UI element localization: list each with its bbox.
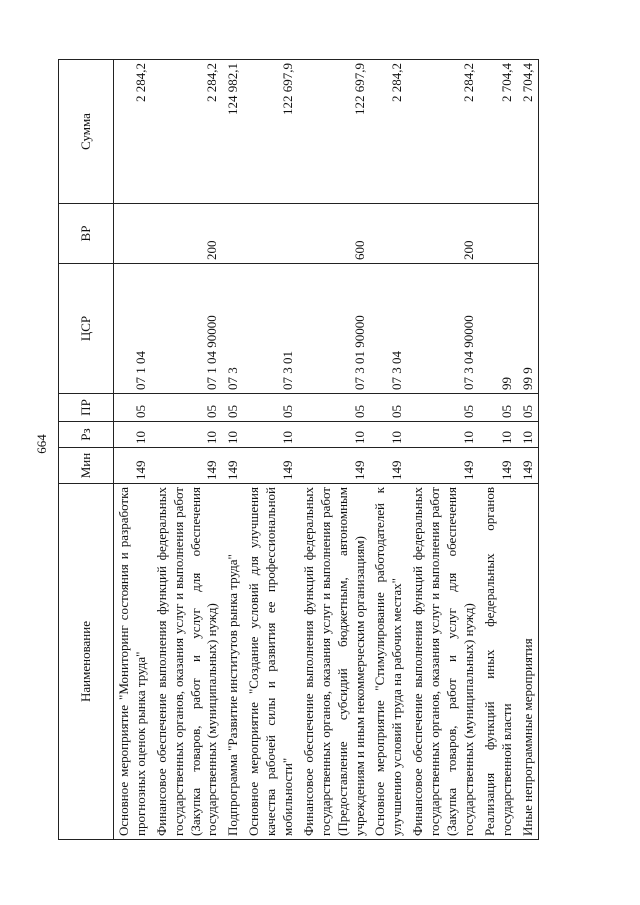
header-min: Мин bbox=[59, 448, 114, 484]
header-pr: ПР bbox=[59, 394, 114, 422]
row-name: Основное мероприятие "Создание условий для улучшения качества рабочей силы и развития ее профессиональной мобильности" bbox=[244, 484, 299, 840]
row-rz: 10 bbox=[408, 422, 480, 448]
row-vr bbox=[223, 204, 244, 264]
row-pr: 05 bbox=[408, 394, 480, 422]
rotated-table-container bbox=[58, 60, 612, 840]
row-csr: 07 3 04 90000 bbox=[408, 264, 480, 394]
row-pr: 05 bbox=[480, 394, 518, 422]
row-rz: 10 bbox=[299, 422, 371, 448]
row-name: Реализация функций иных федеральных органов государственной власти bbox=[480, 484, 518, 840]
row-csr: 07 1 04 bbox=[114, 264, 152, 394]
row-min: 149 bbox=[299, 448, 371, 484]
row-name: Финансовое обеспечение выполнения функций федеральных государственных органов, оказания услуг и выполнения работ (Закупка товаров, работ и услуг для обеспечения государственных (муниципальных) нужд) bbox=[408, 484, 480, 840]
table-row bbox=[370, 60, 408, 840]
row-pr: 05 bbox=[299, 394, 371, 422]
row-pr: 05 bbox=[518, 394, 539, 422]
row-min: 149 bbox=[480, 448, 518, 484]
table-row bbox=[114, 60, 152, 840]
table-row bbox=[223, 60, 244, 840]
row-rz: 10 bbox=[114, 422, 152, 448]
row-pr: 05 bbox=[244, 394, 299, 422]
row-vr: 600 bbox=[299, 204, 371, 264]
page-number: 664 bbox=[34, 434, 49, 454]
row-rz: 10 bbox=[223, 422, 244, 448]
row-name: Иные непрограммные мероприятия bbox=[518, 484, 539, 840]
row-csr: 99 9 bbox=[518, 264, 539, 394]
row-name: Основное мероприятие "Мониторинг состояния и разработка прогнозных оценок рынка труда" bbox=[114, 484, 152, 840]
row-pr: 05 bbox=[114, 394, 152, 422]
row-min: 149 bbox=[152, 448, 224, 484]
table-row bbox=[408, 60, 480, 840]
row-min: 149 bbox=[518, 448, 539, 484]
row-vr bbox=[518, 204, 539, 264]
table-row bbox=[518, 60, 539, 840]
row-name: Основное мероприятие "Стимулирование работодателей к улучшению условий труда на рабочих местах" bbox=[370, 484, 408, 840]
budget-table bbox=[58, 59, 539, 840]
table-row bbox=[299, 60, 371, 840]
row-pr: 05 bbox=[152, 394, 224, 422]
row-sum: 2 284,2 bbox=[114, 60, 152, 204]
row-rz: 10 bbox=[370, 422, 408, 448]
row-min: 149 bbox=[370, 448, 408, 484]
row-min: 149 bbox=[114, 448, 152, 484]
row-sum: 122 697,9 bbox=[244, 60, 299, 204]
row-sum: 2 284,2 bbox=[408, 60, 480, 204]
row-csr: 07 1 04 90000 bbox=[152, 264, 224, 394]
row-vr bbox=[480, 204, 518, 264]
row-rz: 10 bbox=[152, 422, 224, 448]
row-rz: 10 bbox=[480, 422, 518, 448]
table-row bbox=[480, 60, 518, 840]
header-name: Наименование bbox=[59, 484, 114, 840]
row-csr: 07 3 01 bbox=[244, 264, 299, 394]
row-vr bbox=[370, 204, 408, 264]
row-csr: 99 bbox=[480, 264, 518, 394]
row-vr: 200 bbox=[408, 204, 480, 264]
row-vr: 200 bbox=[152, 204, 224, 264]
row-rz: 10 bbox=[244, 422, 299, 448]
header-vr: ВР bbox=[59, 204, 114, 264]
row-name: Финансовое обеспечение выполнения функций федеральных государственных органов, оказания услуг и выполнения работ (Предоставление субсидий бюджетным, автономным учреждениям и иным некоммерческим организациям) bbox=[299, 484, 371, 840]
row-vr bbox=[114, 204, 152, 264]
row-csr: 07 3 bbox=[223, 264, 244, 394]
row-sum: 2 284,2 bbox=[370, 60, 408, 204]
header-rz: Рз bbox=[59, 422, 114, 448]
header-sum: Сумма bbox=[59, 60, 114, 204]
row-pr: 05 bbox=[223, 394, 244, 422]
row-min: 149 bbox=[408, 448, 480, 484]
row-csr: 07 3 04 bbox=[370, 264, 408, 394]
header-csr: ЦСР bbox=[59, 264, 114, 394]
table-row bbox=[152, 60, 224, 840]
row-csr: 07 3 01 90000 bbox=[299, 264, 371, 394]
row-sum: 124 982,1 bbox=[223, 60, 244, 204]
row-sum: 2 704,4 bbox=[480, 60, 518, 204]
row-sum: 2 284,2 bbox=[152, 60, 224, 204]
row-min: 149 bbox=[244, 448, 299, 484]
table-header-row bbox=[59, 60, 114, 840]
row-min: 149 bbox=[223, 448, 244, 484]
row-sum: 122 697,9 bbox=[299, 60, 371, 204]
row-sum: 2 704,4 bbox=[518, 60, 539, 204]
row-vr bbox=[244, 204, 299, 264]
row-name: Подпрограмма "Развитие институтов рынка труда" bbox=[223, 484, 244, 840]
table-row bbox=[244, 60, 299, 840]
row-name: Финансовое обеспечение выполнения функций федеральных государственных органов, оказания услуг и выполнения работ (Закупка товаров, работ и услуг для обеспечения государственных (муниципальных) нужд) bbox=[152, 484, 224, 840]
row-pr: 05 bbox=[370, 394, 408, 422]
row-rz: 10 bbox=[518, 422, 539, 448]
